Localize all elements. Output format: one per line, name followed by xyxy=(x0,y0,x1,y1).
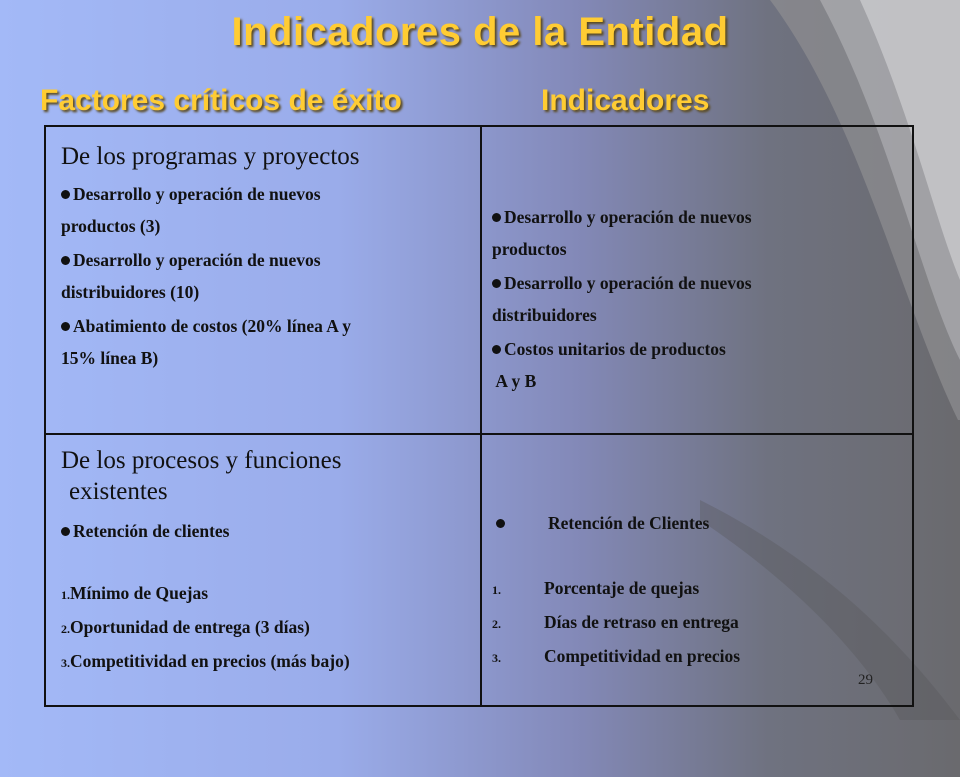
column-header-indicators: Indicadores xyxy=(541,84,710,117)
bullet-icon xyxy=(492,213,501,222)
cell-row2-indicators xyxy=(481,434,913,706)
list-item: Retención de clientes xyxy=(61,515,480,547)
numbered-item: 2. Días de retraso en entrega xyxy=(492,612,739,632)
list-item: Costos unitarios de productos A y B xyxy=(492,339,726,391)
bullet-icon xyxy=(61,256,70,265)
numbered-item: 1. Porcentaje de quejas xyxy=(492,578,700,598)
list-item: Retención de Clientes xyxy=(492,507,912,539)
cell-row1-indicators xyxy=(481,126,913,434)
cell-row1-factors xyxy=(45,126,481,434)
slide-number: 29 xyxy=(858,672,873,688)
numbered-item: 3.Competitividad en precios (más bajo) xyxy=(61,651,350,671)
bullet-icon xyxy=(61,527,70,536)
bullet-icon xyxy=(61,322,70,331)
numbered-item: 3. Competitividad en precios xyxy=(492,646,741,666)
numbered-item: 1.Mínimo de Quejas xyxy=(61,583,209,603)
row1-heading: De los programas y proyectos xyxy=(61,143,360,170)
list-item: Desarrollo y operación de nuevos distribuidores xyxy=(492,273,752,325)
numbered-item: 2.Oportunidad de entrega (3 días) xyxy=(61,617,310,637)
cell-row2-factors xyxy=(45,434,481,706)
indicators-table xyxy=(44,125,914,707)
list-item: Desarrollo y operación de nuevos distribuidores (10) xyxy=(61,250,321,302)
column-header-factors: Factores críticos de éxito xyxy=(40,84,402,117)
bullet-icon xyxy=(496,519,505,528)
list-item: Desarrollo y operación de nuevos productos (3) xyxy=(61,184,321,236)
page-title: Indicadores de la Entidad xyxy=(231,10,729,54)
bullet-icon xyxy=(492,279,501,288)
bullet-icon xyxy=(492,345,501,354)
list-item: Abatimiento de costos (20% línea A y 15% línea B) xyxy=(61,316,352,368)
bullet-icon xyxy=(61,190,70,199)
list-item: Desarrollo y operación de nuevos productos xyxy=(492,207,752,259)
row2-heading: De los procesos y funciones existentes xyxy=(61,447,342,505)
